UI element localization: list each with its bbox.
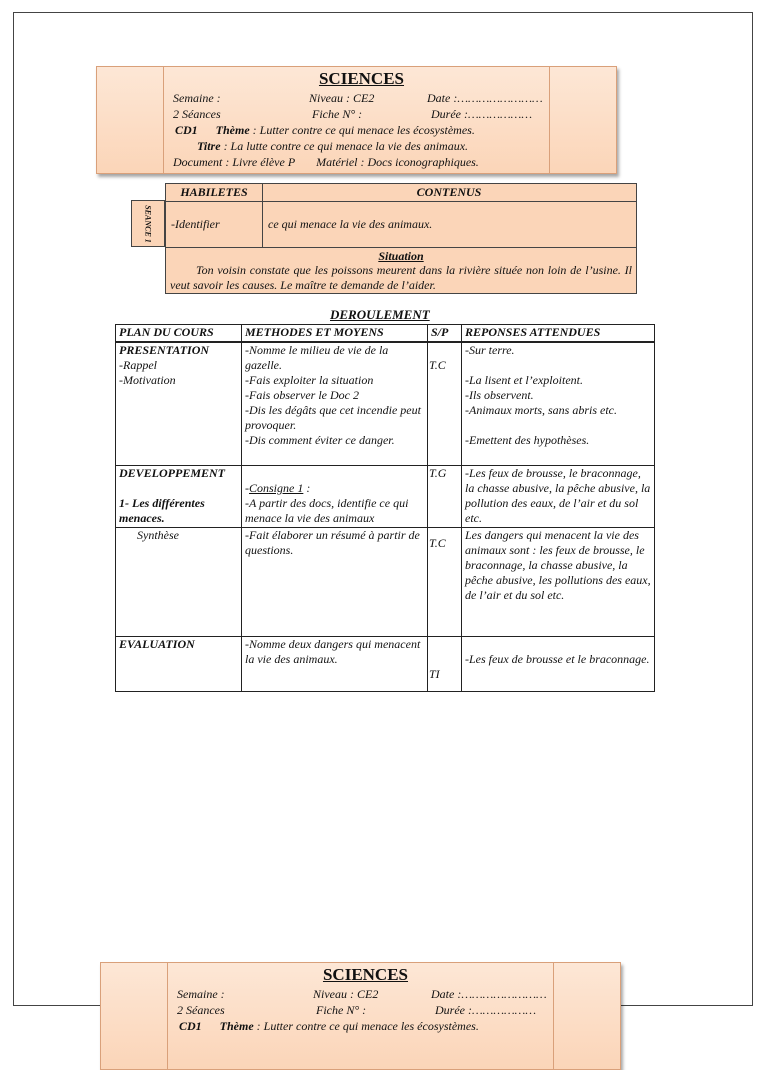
col-sp-header: S/P (428, 325, 462, 342)
header-title: SCIENCES (318, 69, 405, 88)
plan-synthese: Synthèse (137, 528, 179, 542)
reponse-text: -Les feux de brousse, le braconnage, la chasse abusive, la pêche abusive, la pollution des eaux, de l’air et du sol etc. (465, 466, 651, 525)
situation-text: Ton voisin constate que les poissons meurent dans la rivière située non loin de l’usine. Il veut savoir les causes. Le maître te demande de l’aider. (170, 263, 632, 292)
methode-line: -Nomme deux dangers qui menacent la vie des animaux. (245, 637, 421, 666)
header-semaine: Semaine : (177, 987, 225, 1001)
table-header-row (116, 325, 655, 342)
reponse-line: -La lisent et l’exploitent. (465, 372, 583, 387)
methode-line: -Dis les dégâts que cet incendie peut provoquer. (245, 402, 421, 432)
header-left-panel (101, 963, 168, 1069)
table-row (116, 528, 655, 637)
sp-value: T.C (429, 357, 446, 372)
col-reponses-header: REPONSES ATTENDUES (462, 325, 655, 342)
header-document: Document : Livre élève P (173, 155, 296, 169)
sp-value: T.G (429, 466, 447, 480)
header-niveau: Niveau : CE2 (313, 987, 379, 1001)
lesson-header (96, 66, 617, 174)
col-methodes-header: METHODES ET MOYENS (242, 325, 428, 342)
methode-line: -A partir des docs, identifie ce qui menace la vie des animaux (245, 496, 409, 525)
header-niveau: Niveau : CE2 (309, 91, 375, 105)
header-semaine: Semaine : (173, 91, 221, 105)
header-titre-label: Titre (197, 139, 221, 153)
header-titre-text: : La lutte contre ce qui menace la vie des animaux. (220, 139, 469, 153)
habiletes-header: HABILETES (180, 185, 248, 199)
header-theme-text: : Lutter contre ce qui menace les écosystèmes. (253, 1019, 479, 1033)
methode-line: -Nomme le milieu de vie de la gazelle. (245, 342, 389, 372)
header-date: Date :…………………… (427, 91, 543, 105)
methode-line: -Fais exploiter la situation (245, 372, 374, 387)
header-cd: CD1 (175, 123, 198, 137)
reponse-line: -Animaux morts, sans abris etc. (465, 402, 617, 417)
header-fiche: Fiche N° : (312, 107, 363, 121)
header-duree: Durée :……………… (431, 107, 533, 121)
header-materiel: Matériel : Docs iconographiques. (316, 155, 479, 169)
header-theme-label: Thème (219, 1019, 254, 1033)
methode-line: -Dis comment éviter ce danger. (245, 432, 395, 447)
habiletes-box (165, 183, 637, 294)
header-fiche: Fiche N° : (316, 1003, 367, 1017)
lesson-header-2 (100, 962, 621, 1070)
header-seances: 2 Séances (173, 107, 221, 121)
situation-title: Situation (378, 249, 424, 263)
plan-evaluation: EVALUATION (119, 637, 195, 651)
reponse-line: -Emettent des hypothèses. (465, 432, 590, 447)
deroulement-title: DEROULEMENT (330, 307, 430, 322)
reponse-line: -Sur terre. (465, 342, 515, 357)
header-theme-label: Thème (215, 123, 250, 137)
header-date: Date :…………………… (431, 987, 547, 1001)
header-seances: 2 Séances (177, 1003, 225, 1017)
header-cd: CD1 (179, 1019, 202, 1033)
plan-sub-menaces: 1- Les différentes menaces. (119, 496, 205, 525)
deroulement-table (115, 324, 655, 692)
header-left-panel (97, 67, 164, 173)
consigne-label: Consigne 1 (249, 481, 304, 495)
seance-label-box (131, 200, 165, 247)
plan-presentation: PRESENTATION (119, 342, 210, 357)
header-title: SCIENCES (322, 965, 409, 984)
methode-line: -Fais observer le Doc 2 (245, 387, 359, 402)
seance-label: SEANCE 1 (143, 204, 153, 243)
reponse-text: Les dangers qui menacent la vie des animaux sont : les feux de brousse, le braconnage, la chasse abusive, la pêche abusive, les pollutions des eaux, de l’air et du sol etc. (465, 528, 651, 602)
table-row: DEVELOPPEMENT 1- Les différentes menaces. -Consigne 1 : -A partir des docs, identifie ce qui menace la vie des animaux T.G -Les feux de brousse, le braconnage, la chasse abusive, la pêche abusive, la pollution des eaux, de l’air et du sol etc. (116, 466, 655, 528)
sp-value: TI (429, 667, 440, 681)
header-duree: Durée :……………… (435, 1003, 537, 1017)
reponse-line: -Ils observent. (465, 387, 534, 402)
contenus-header: CONTENUS (416, 185, 482, 199)
habilete-value: -Identifier (171, 217, 220, 231)
reponse-text: -Les feux de brousse et le braconnage. (465, 652, 650, 666)
header-theme-text: : Lutter contre ce qui menace les écosystèmes. (249, 123, 475, 137)
table-row (116, 637, 655, 692)
header-right-panel (553, 963, 620, 1069)
table-row (116, 342, 655, 466)
plan-motivation: -Motivation (119, 372, 176, 387)
header-right-panel (549, 67, 616, 173)
sp-value: T.C (429, 536, 446, 550)
contenu-value: ce qui menace la vie des animaux. (268, 217, 433, 231)
col-plan-header: PLAN DU COURS (116, 325, 242, 342)
plan-developpement: DEVELOPPEMENT (119, 466, 226, 480)
plan-rappel: -Rappel (119, 357, 157, 372)
methode-line: -Fait élaborer un résumé à partir de questions. (245, 528, 420, 557)
